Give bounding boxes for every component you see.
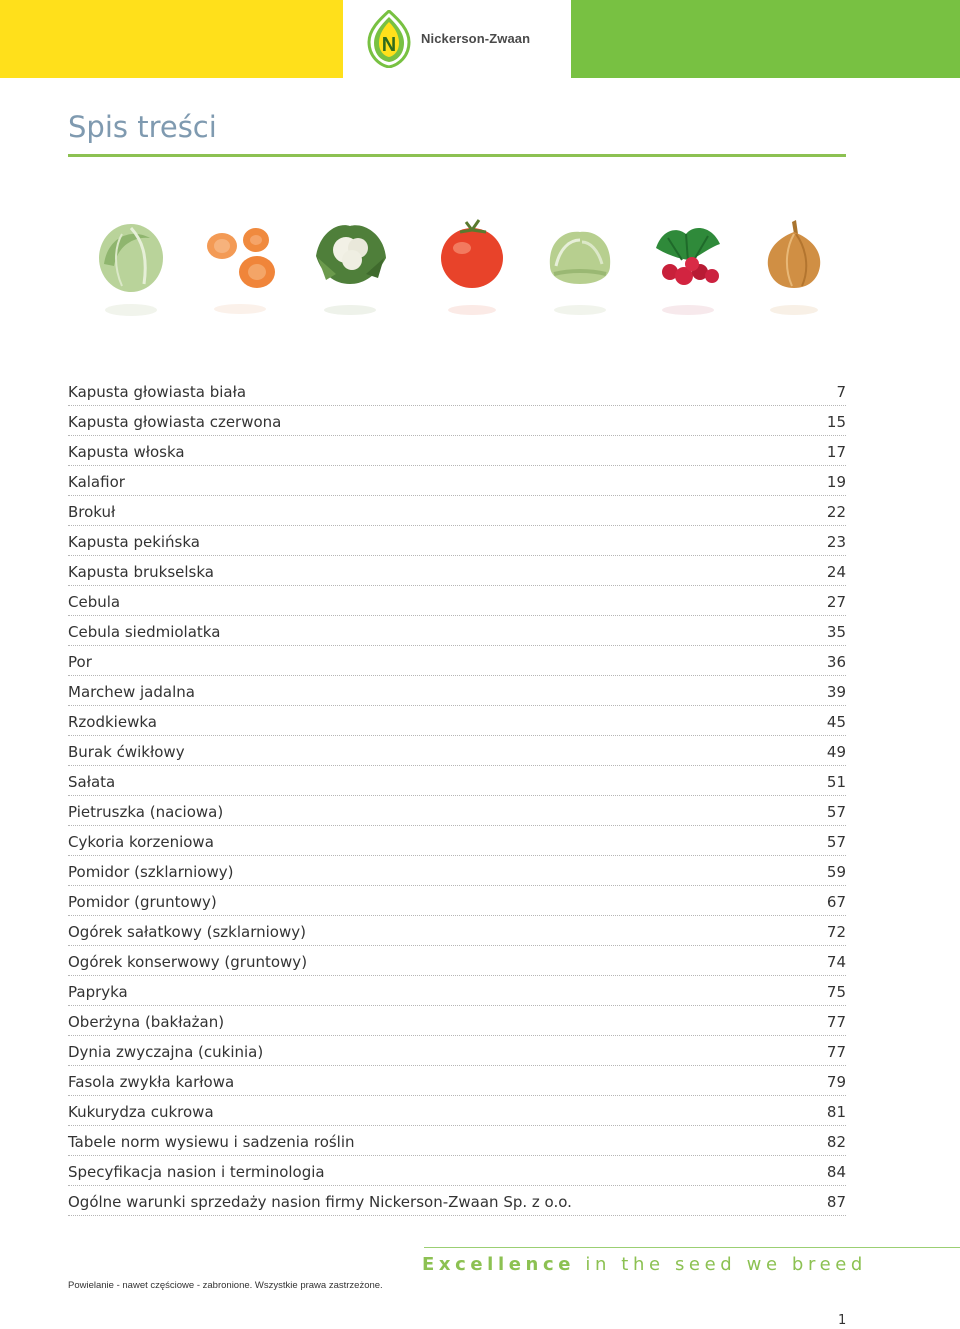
toc-entry-page: 72	[826, 923, 846, 941]
toc-entry[interactable]	[68, 466, 846, 496]
toc-entry[interactable]	[68, 706, 846, 736]
toc-entry-page: 67	[826, 893, 846, 911]
toc-entry-page: 15	[826, 413, 846, 431]
toc-entry[interactable]	[68, 556, 846, 586]
toc-entry[interactable]	[68, 376, 846, 406]
toc-entry-page: 22	[826, 503, 846, 521]
toc-entry-label: Cykoria korzeniowa	[68, 833, 214, 851]
toc-entry-label: Papryka	[68, 983, 128, 1001]
tagline-rule	[424, 1247, 960, 1248]
title-underline	[68, 154, 846, 157]
toc-entry-page: 74	[826, 953, 846, 971]
toc-entry-label: Ogólne warunki sprzedaży nasion firmy Nickerson-Zwaan Sp. z o.o.	[68, 1193, 572, 1211]
toc-entry-page: 35	[826, 623, 846, 641]
tagline-rest: in the seed we breed	[575, 1254, 867, 1275]
toc-entry[interactable]	[68, 916, 846, 946]
chinese-cabbage-icon	[540, 214, 620, 324]
toc-entry-page: 81	[826, 1103, 846, 1121]
toc-entry-label: Rzodkiewka	[68, 713, 157, 731]
toc-entry-label: Pietruszka (naciowa)	[68, 803, 224, 821]
toc-entry-label: Brokuł	[68, 503, 116, 521]
toc-entry-page: 24	[826, 563, 846, 581]
copyright-notice: Powielanie - nawet częściowe - zabronione. Wszystkie prawa zastrzeżone.	[68, 1280, 383, 1291]
toc-entry-label: Ogórek konserwowy (gruntowy)	[68, 953, 308, 971]
toc-entry-page: 79	[826, 1073, 846, 1091]
toc-entry-page: 77	[826, 1013, 846, 1031]
toc-entry[interactable]	[68, 946, 846, 976]
carrot-slices-icon	[200, 214, 280, 324]
toc-entry-page: 57	[826, 803, 846, 821]
toc-entry-page: 87	[826, 1193, 846, 1211]
toc-entry-label: Kapusta włoska	[68, 443, 185, 461]
toc-entry-label: Oberżyna (bakłażan)	[68, 1013, 225, 1031]
page-number: 1	[838, 1313, 847, 1328]
toc-entry[interactable]	[68, 856, 846, 886]
toc-entry-page: 77	[826, 1043, 846, 1061]
brand-logo-icon	[366, 10, 412, 68]
toc-entry-label: Pomidor (gruntowy)	[68, 893, 217, 911]
header-yellow-band	[0, 0, 343, 78]
toc-entry-label: Kalafior	[68, 473, 125, 491]
page-title: Spis treści	[68, 110, 217, 144]
toc-entry[interactable]	[68, 1036, 846, 1066]
toc-entry-page: 36	[826, 653, 846, 671]
toc-entry-page: 57	[826, 833, 846, 851]
toc-entry[interactable]	[68, 796, 846, 826]
radish-icon	[648, 214, 728, 324]
toc-entry-page: 59	[826, 863, 846, 881]
toc-entry-page: 51	[826, 773, 846, 791]
toc-entry-label: Kapusta brukselska	[68, 563, 214, 581]
svg-text:N: N	[381, 34, 397, 56]
toc-entry[interactable]	[68, 1126, 846, 1156]
toc-entry-page: 23	[826, 533, 846, 551]
onion-icon	[756, 214, 836, 324]
toc-entry-label: Cebula	[68, 593, 121, 611]
toc-entry-label: Kapusta głowiasta biała	[68, 383, 247, 401]
toc-entry-page: 45	[826, 713, 846, 731]
toc-entry[interactable]	[68, 406, 846, 436]
toc-entry-label: Kukurydza cukrowa	[68, 1103, 214, 1121]
toc-entry-page: 84	[826, 1163, 846, 1181]
toc-entry-label: Ogórek sałatkowy (szklarniowy)	[68, 923, 306, 941]
toc-entry[interactable]	[68, 826, 846, 856]
toc-entry-label: Specyfikacja nasion i terminologia	[68, 1163, 325, 1181]
toc-entry[interactable]	[68, 616, 846, 646]
tagline	[422, 1254, 867, 1275]
toc-entry[interactable]	[68, 586, 846, 616]
toc-entry[interactable]	[68, 646, 846, 676]
toc-entry-label: Sałata	[68, 773, 116, 791]
tagline-bold: Excellence	[422, 1254, 576, 1275]
toc-entry[interactable]	[68, 976, 846, 1006]
toc-entry[interactable]	[68, 676, 846, 706]
toc-entry-page: 19	[826, 473, 846, 491]
toc-entry-label: Pomidor (szklarniowy)	[68, 863, 234, 881]
toc-entry[interactable]	[68, 1006, 846, 1036]
toc-entry-page: 75	[826, 983, 846, 1001]
table-of-contents	[68, 376, 846, 1216]
toc-entry[interactable]	[68, 1186, 846, 1216]
toc-entry-label: Marchew jadalna	[68, 683, 195, 701]
toc-entry-label: Kapusta głowiasta czerwona	[68, 413, 282, 431]
toc-entry-page: 49	[826, 743, 846, 761]
toc-entry-label: Fasola zwykła karłowa	[68, 1073, 235, 1091]
brand-name: Nickerson-Zwaan	[421, 31, 531, 46]
toc-entry-label: Tabele norm wysiewu i sadzenia roślin	[68, 1133, 355, 1151]
toc-entry-page: 7	[836, 383, 846, 401]
toc-entry-label: Cebula siedmiolatka	[68, 623, 221, 641]
toc-entry-page: 39	[826, 683, 846, 701]
toc-entry[interactable]	[68, 886, 846, 916]
toc-entry[interactable]	[68, 736, 846, 766]
toc-entry-label: Por	[68, 653, 92, 671]
toc-entry-page: 17	[826, 443, 846, 461]
toc-entry[interactable]	[68, 496, 846, 526]
cauliflower-icon	[310, 214, 390, 324]
toc-entry[interactable]	[68, 1066, 846, 1096]
toc-entry[interactable]	[68, 526, 846, 556]
toc-entry-label: Burak ćwikłowy	[68, 743, 185, 761]
toc-entry[interactable]	[68, 1096, 846, 1126]
toc-entry-label: Kapusta pekińska	[68, 533, 200, 551]
toc-entry[interactable]	[68, 436, 846, 466]
tomato-icon	[432, 214, 512, 324]
toc-entry[interactable]	[68, 766, 846, 796]
cabbage-icon	[92, 214, 172, 324]
toc-entry[interactable]	[68, 1156, 846, 1186]
toc-entry-page: 82	[826, 1133, 846, 1151]
toc-entry-label: Dynia zwyczajna (cukinia)	[68, 1043, 264, 1061]
header-green-band	[571, 0, 960, 78]
toc-entry-page: 27	[826, 593, 846, 611]
